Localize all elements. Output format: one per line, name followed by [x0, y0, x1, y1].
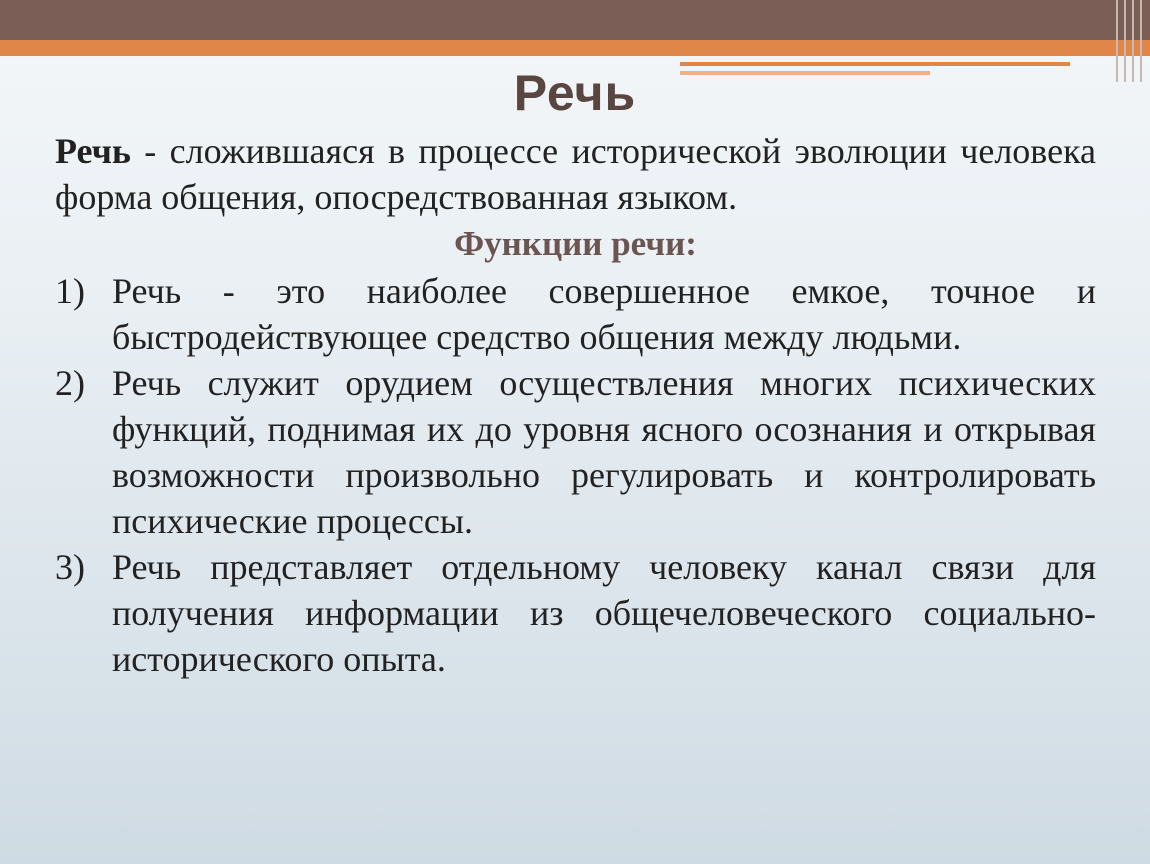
accent-band [0, 40, 1150, 56]
top-decor-bar [0, 0, 1150, 40]
definition-paragraph [55, 128, 1096, 220]
definition-term: Речь [55, 131, 131, 171]
list-item-text: Речь представляет отдельному человеку канал связи для получения информации из общечеловеческого социально-исторического опыта. [112, 547, 1096, 679]
list-item [55, 360, 1096, 544]
list-item-number: 1) [55, 271, 85, 311]
slide-content [55, 128, 1096, 682]
slide-title: Речь [513, 65, 637, 121]
list-item-text: Речь служит орудием осуществления многих психических функций, поднимая их до уровня ясного осознания и открывая возможности произвольно регулировать и контролировать психические процессы. [112, 363, 1096, 541]
list-item-number: 2) [55, 363, 85, 403]
list-item [55, 544, 1096, 682]
definition-text: - сложившаяся в процессе исторической эволюции человека форма общения, опосредствованная языком. [55, 131, 1096, 217]
list-item [55, 268, 1096, 360]
functions-heading: Функции речи: [454, 224, 697, 263]
list-item-text: Речь - это наиболее совершенное емкое, точное и быстродействующее средство общения между людьми. [112, 271, 1096, 357]
list-item-number: 3) [55, 547, 85, 587]
